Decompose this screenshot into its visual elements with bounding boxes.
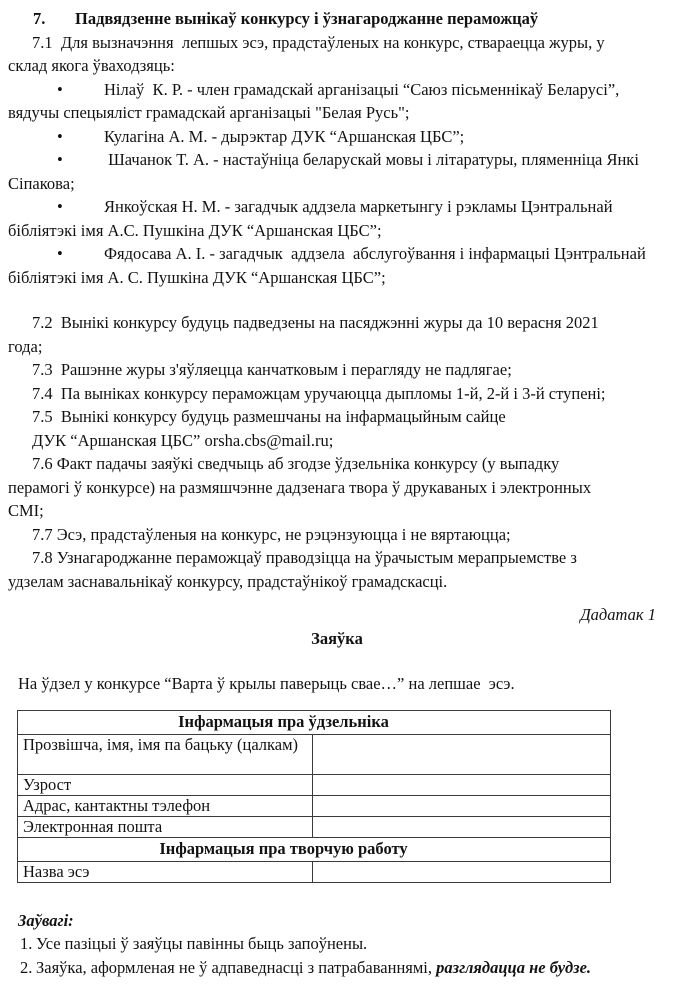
table-row bbox=[18, 816, 611, 837]
paragraph-line: СМІ; bbox=[8, 501, 44, 520]
paragraph-line: бібліятэкі імя А. С. Пушкіна ДУК “Аршанская ЦБС”; bbox=[8, 267, 386, 287]
application-title: Заяўка bbox=[311, 628, 363, 648]
application-intro: На ўдзел у конкурсе “Варта ў крылы паверыць свае…” на лепшае эсэ. bbox=[18, 674, 515, 693]
bullet-icon: • bbox=[57, 126, 63, 146]
table-section-header: Інфармацыя пра ўдзельніка bbox=[18, 710, 611, 734]
paragraph-line: бібліятэкі імя А.С. Пушкіна ДУК “Аршанская ЦБС”; bbox=[8, 220, 382, 240]
jury-item-text: Шачанок Т. А. - настаўніца беларускай мовы і літаратуры, пляменніца Янкі bbox=[104, 150, 639, 169]
table-label-cell: Электронная пошта bbox=[18, 816, 313, 837]
paragraph-line: 7.5 Вынікі конкурсу будуць размешчаны на інфармацыйным сайце bbox=[32, 407, 506, 426]
jury-item-text: Янкоўская Н. М. - загадчык аддзела маркетынгу і рэкламы Цэнтральнай bbox=[104, 197, 613, 216]
table-row bbox=[18, 795, 611, 816]
table-section-header: Інфармацыя пра творчую работу bbox=[18, 837, 611, 861]
table-row bbox=[18, 861, 611, 882]
section-number: 7. bbox=[33, 9, 46, 28]
table-label-cell: Назва эсэ bbox=[18, 861, 313, 882]
jury-list-item bbox=[0, 148, 684, 172]
table-label-cell: Узрост bbox=[18, 774, 313, 795]
paragraph-line: 7.8 Узнагароджанне пераможцаў праводзіцца на ўрачыстым мерапрыемстве з bbox=[32, 548, 577, 567]
jury-item-text: Нілаў К. Р. - член грамадскай арганізацыі “Саюз пісьменнікаў Беларусі”, bbox=[104, 79, 620, 99]
table-value-cell bbox=[313, 795, 611, 816]
jury-list-item bbox=[0, 195, 684, 219]
table-section-header-row bbox=[18, 837, 611, 861]
table-value-cell bbox=[313, 816, 611, 837]
paragraph-line: 7.2 Вынікі конкурсу будуць падведзены на пасяджэнні журы да 10 верасня 2021 bbox=[32, 313, 599, 332]
jury-list-item bbox=[0, 242, 684, 266]
table-label-cell: Адрас, кантактны тэлефон bbox=[18, 795, 313, 816]
table-value-cell bbox=[313, 774, 611, 795]
note-text: Усе пазіцыі ў заяўцы павінны быць запоўнены. bbox=[36, 934, 368, 953]
note-marker: 2. bbox=[20, 957, 33, 977]
appendix-label: Дадатак 1 bbox=[580, 605, 656, 624]
table-row bbox=[18, 774, 611, 795]
application-table bbox=[17, 710, 611, 883]
note-marker: 1. bbox=[20, 934, 33, 953]
paragraph-line: склад якога ўваходзяць: bbox=[8, 56, 175, 75]
table-value-cell bbox=[313, 861, 611, 882]
table-value-cell bbox=[313, 734, 611, 774]
bullet-icon: • bbox=[57, 244, 63, 263]
note-text: Заяўка, аформленая не ў адпаведнасці з патрабаваннямі, bbox=[36, 957, 437, 977]
notes-section bbox=[0, 909, 684, 980]
jury-list-item bbox=[0, 125, 684, 149]
section-title: Падвядзенне вынікаў конкурсу і ўзнагароджанне пераможцаў bbox=[75, 9, 539, 28]
paragraph-line: 7.4 Па выніках конкурсу пераможцам уручаюцца дыпломы 1-й, 2-й і 3-й ступені; bbox=[32, 383, 606, 403]
paragraph-line: 7.6 Факт падачы заяўкі сведчыць аб згодзе ўдзельніка конкурсу (у выпадку bbox=[32, 454, 560, 473]
jury-list-item bbox=[0, 78, 684, 102]
paragraph-line: вядучы спецыяліст грамадскай арганізацыі "Белая Русь"; bbox=[8, 103, 410, 122]
paragraph-line: Сіпакова; bbox=[8, 173, 75, 193]
section-heading bbox=[0, 7, 684, 31]
note-item bbox=[18, 956, 684, 980]
table-row bbox=[18, 734, 611, 774]
bullet-icon: • bbox=[57, 79, 63, 99]
bullet-icon: • bbox=[57, 197, 63, 216]
note-emphasis: разглядацца не будзе. bbox=[436, 957, 592, 977]
table-label-cell: Прозвішча, імя, імя па бацьку (цалкам) bbox=[18, 734, 313, 774]
paragraph-line: 7.7 Эсэ, прадстаўленыя на конкурс, не рэцэнзуюцца і не вяртаюцца; bbox=[32, 524, 511, 544]
table-section-header-row bbox=[18, 710, 611, 734]
paragraph-line: перамогі ў конкурсе) на размяшчэнне дадзенага твора ў друкаваных і электронных bbox=[8, 477, 592, 497]
jury-item-text: Фядосава А. І. - загадчык аддзела абслугоўвання і інфармацыі Цэнтральнай bbox=[104, 244, 646, 263]
paragraph-line: 7.3 Рашэнне журы з'яўляецца канчатковым і перагляду не падлягае; bbox=[32, 360, 512, 379]
paragraph-line: ДУК “Аршанская ЦБС” orsha.cbs@mail.ru; bbox=[32, 430, 334, 450]
jury-item-text: Кулагіна А. М. - дырэктар ДУК “Аршанская ЦБС”; bbox=[104, 126, 465, 146]
paragraph-line: удзелам заснавальнікаў конкурсу, прадстаўнікоў грамадскасці. bbox=[8, 571, 448, 591]
notes-title: Заўвагі: bbox=[18, 910, 74, 930]
paragraph-line: года; bbox=[8, 336, 43, 356]
bullet-icon: • bbox=[57, 150, 63, 169]
paragraph-line: 7.1 Для вызначэння лепшых эсэ, прадстаўленых на конкурс, ствараецца журы, у bbox=[32, 32, 605, 52]
note-item bbox=[18, 932, 684, 956]
